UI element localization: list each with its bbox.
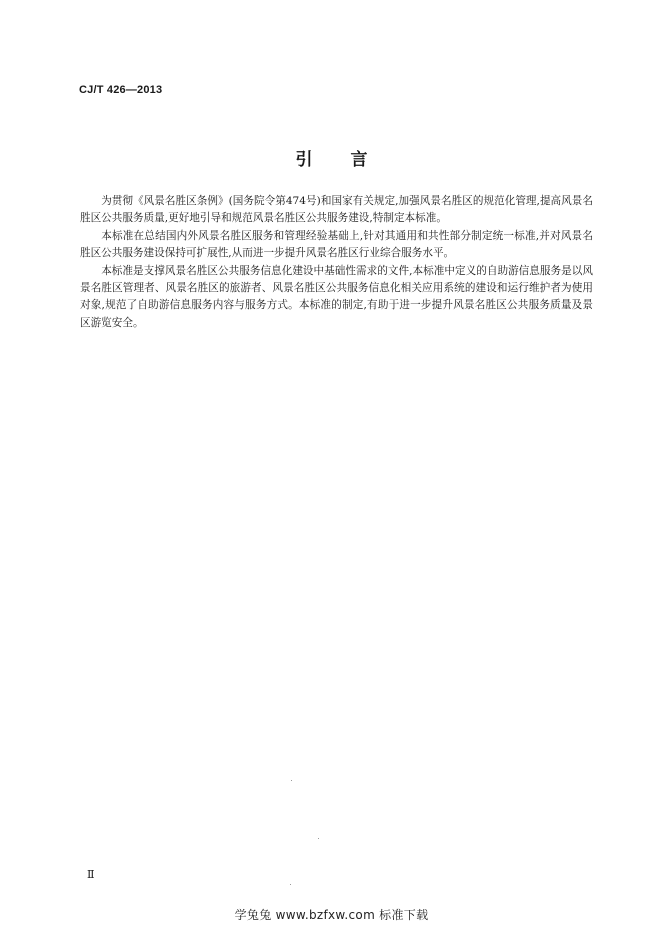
page-title: 引言 <box>295 150 406 170</box>
page-number: Ⅱ <box>87 868 95 881</box>
paragraph-1: 为贯彻《风景名胜区条例》(国务院令第474号)和国家有关规定,加强风景名胜区的规范化管理,提高风景名胜区公共服务质量,更好地引导和规范风景名胜区公共服务建设,特制定本标准。 <box>80 195 593 225</box>
scan-speck <box>290 884 291 885</box>
scan-speck <box>318 838 319 839</box>
paragraph-3: 本标准是支撑风景名胜区公共服务信息化建设中基础性需求的文件,本标准中定义的自助游信息服务是以风景名胜区管理者、风景名胜区的旅游者、风景名胜区公共服务信息化相关应用系统的建设和运行维护者为使用对象,规范了自助游信息服务内容与服务方式。本标准的制定,有助于进一步提升风景名胜区公共服务质量及景区游览安全。 <box>80 264 593 329</box>
watermark-footer: 学兔兔 www.bzfxw.com 标准下载 <box>234 908 429 922</box>
introduction-body <box>80 193 593 332</box>
paragraph-2: 本标准在总结国内外风景名胜区服务和管理经验基础上,针对其通用和共性部分制定统一标准,并对风景名胜区公共服务建设保持可扩展性,从而进一步提升风景名胜区行业综合服务水平。 <box>80 229 593 260</box>
scan-speck <box>291 780 292 781</box>
standard-code: CJ/T 426—2013 <box>79 84 163 96</box>
